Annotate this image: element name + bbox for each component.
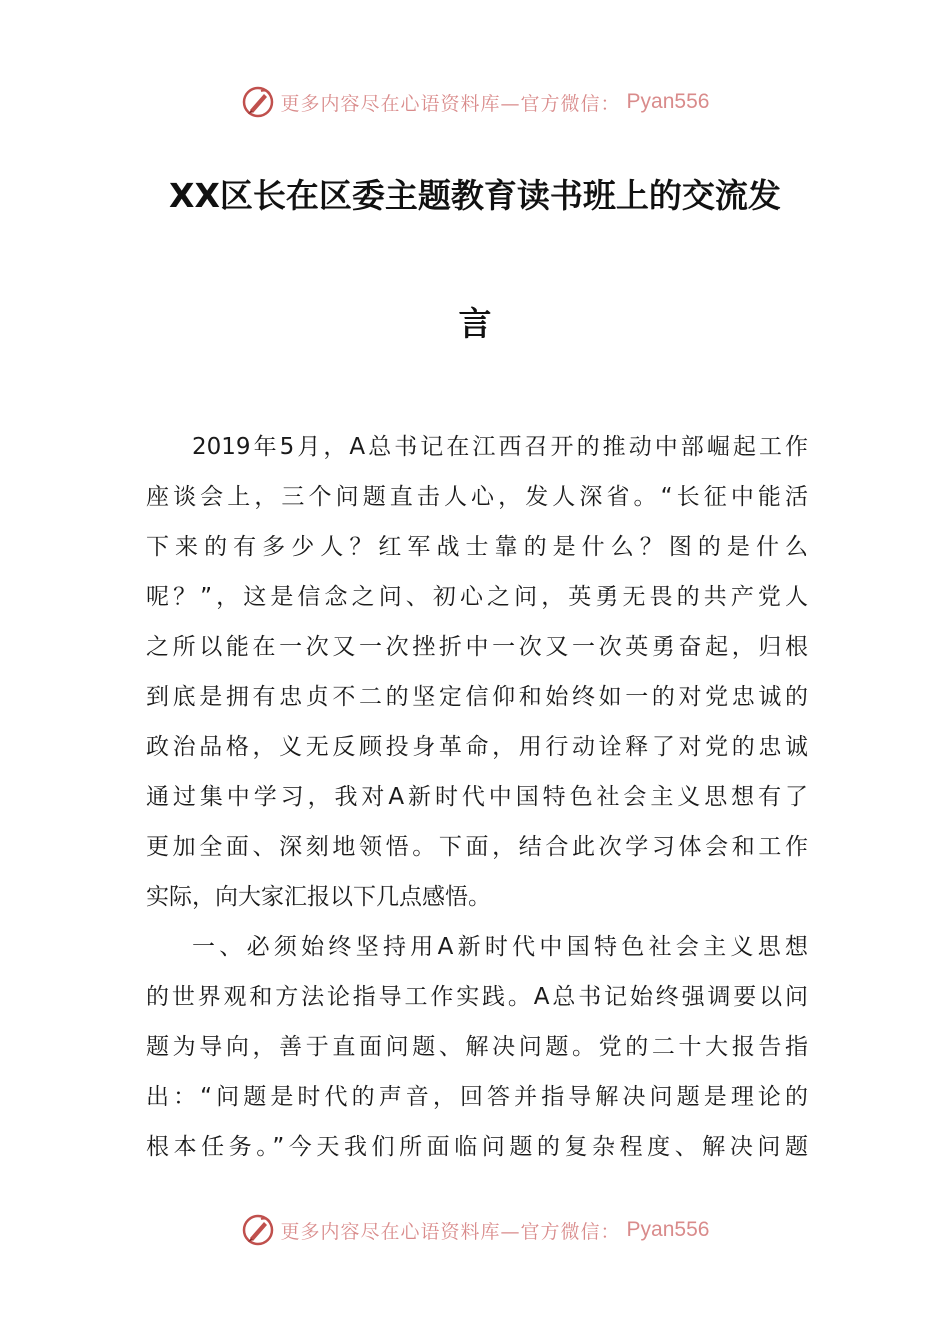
watermark-wechat-id: Pyan556 xyxy=(626,90,710,113)
watermark-text: 更多内容尽在心语资料库—官方微信： xyxy=(280,92,621,115)
watermark-header xyxy=(0,82,950,122)
paragraph-line: 出：“问题是时代的声音，回答并指导解决问题是理论的 xyxy=(146,1084,808,1110)
paragraph-line: 实际，向大家汇报以下几点感悟。 xyxy=(146,884,491,910)
paragraph-line: 2019年5月，A总书记在江西召开的推动中部崛起工作 xyxy=(192,434,808,460)
watermark-wechat-id: Pyan556 xyxy=(626,1218,710,1241)
paragraph-line: 呢？”，这是信念之问、初心之问，英勇无畏的共产党人 xyxy=(146,584,808,610)
paragraph-line: 题为导向，善于直面问题、解决问题。党的二十大报告指 xyxy=(146,1034,808,1060)
paragraph-line: 座谈会上，三个问题直击人心，发人深省。“长征中能活 xyxy=(146,484,808,510)
paragraph-line: 根本任务。”今天我们所面临问题的复杂程度、解决问题 xyxy=(146,1134,808,1160)
paragraph-line: 更加全面、深刻地领悟。下面，结合此次学习体会和工作 xyxy=(146,834,808,860)
document-body xyxy=(146,422,808,1172)
watermark-text: 更多内容尽在心语资料库—官方微信： xyxy=(280,1220,621,1243)
pen-logo-icon xyxy=(241,85,275,119)
document-title-line-1: XX区长在区委主题教育读书班上的交流发 xyxy=(169,176,781,215)
document-title-line-2: 言 xyxy=(458,304,492,343)
pen-logo-icon xyxy=(241,1213,275,1247)
paragraph-line: 之所以能在一次又一次挫折中一次又一次英勇奋起，归根 xyxy=(146,634,808,660)
paragraph-line: 通过集中学习，我对A新时代中国特色社会主义思想有了 xyxy=(146,784,808,810)
paragraph-line: 一、必须始终坚持用A新时代中国特色社会主义思想 xyxy=(192,934,808,960)
paragraph-line: 政治品格，义无反顾投身革命，用行动诠释了对党的忠诚 xyxy=(146,734,808,760)
watermark-footer xyxy=(0,1210,950,1250)
paragraph-line: 到底是拥有忠贞不二的坚定信仰和始终如一的对党忠诚的 xyxy=(146,684,808,710)
paragraph-line: 下来的有多少人？红军战士靠的是什么？图的是什么 xyxy=(146,534,808,560)
paragraph-line: 的世界观和方法论指导工作实践。A总书记始终强调要以问 xyxy=(146,984,808,1010)
